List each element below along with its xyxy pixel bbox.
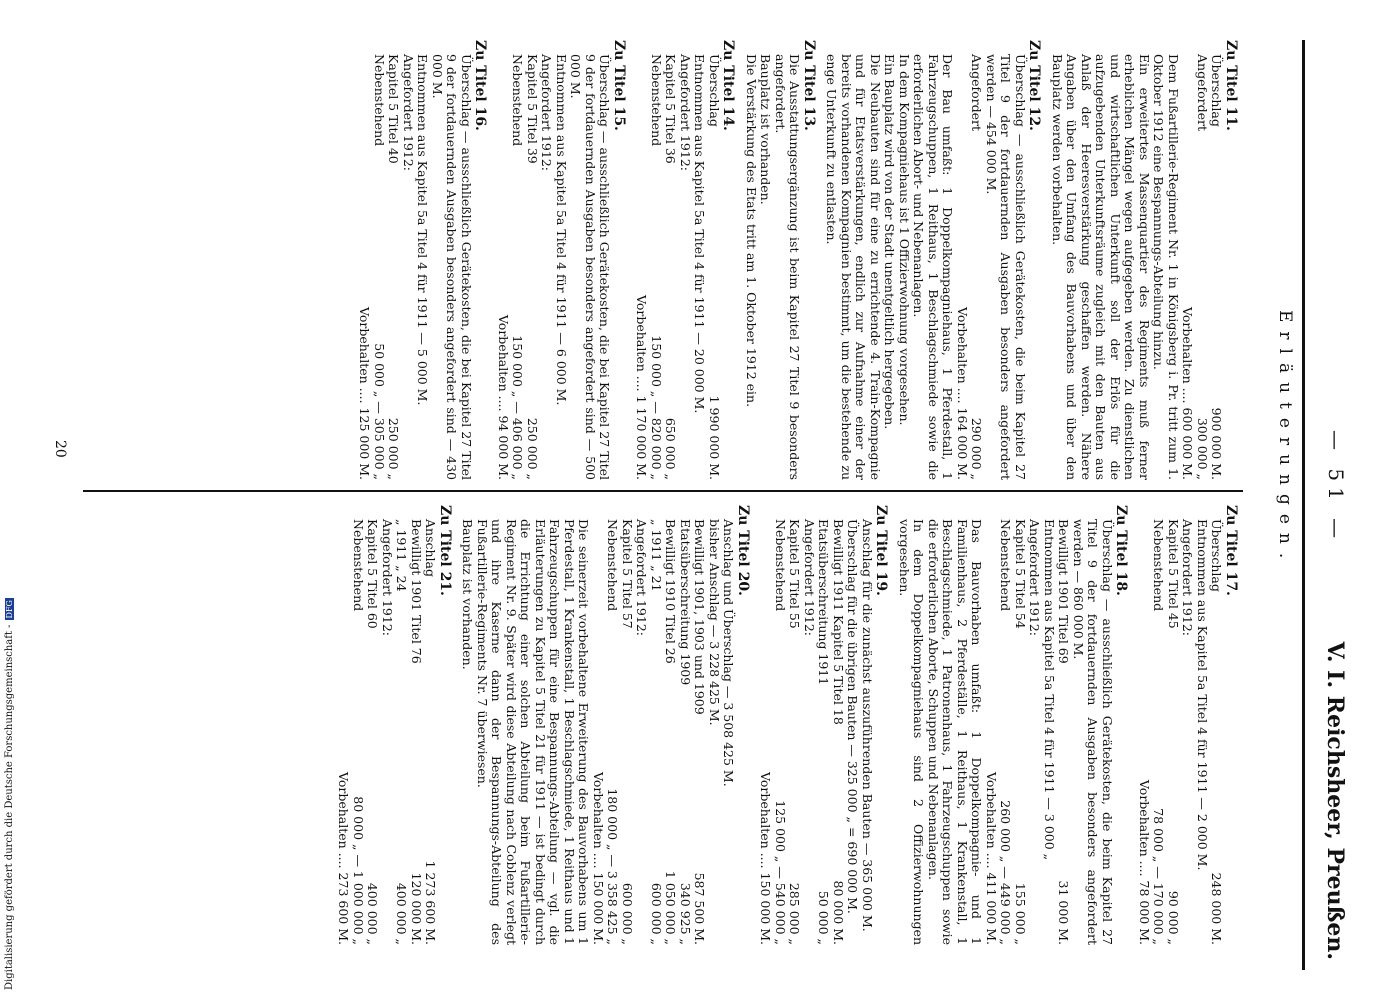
row-value: 650 000 „: [663, 417, 679, 480]
entry-row: [802, 505, 817, 945]
row-label: Nebenstehend: [372, 54, 387, 147]
row-label: Etatsüberschreitung 1911: [816, 519, 832, 686]
row-value: 50 000 „ — 305 000 „: [372, 343, 387, 480]
entry-row: [998, 505, 1013, 945]
entry-row: [663, 40, 678, 480]
right-column: [328, 505, 1238, 945]
entry-row: [510, 40, 525, 480]
budget-entry: [1137, 505, 1239, 945]
budget-entry: [758, 505, 889, 945]
row-label: Bewilligt 1910 Titel 26: [663, 519, 679, 664]
entry-row: [634, 505, 649, 945]
entry-row: [620, 505, 635, 945]
section-title: V. I. Reichsheer, Preußen.: [1322, 641, 1348, 960]
entry-row: [1013, 505, 1028, 945]
entry-heading: Zu Titel 11.: [1223, 40, 1239, 131]
entry-row: [692, 505, 707, 945]
entry-row: [1166, 505, 1181, 945]
row-label: Überschlag: [1209, 519, 1225, 592]
row-label: Angefordert: [1195, 54, 1210, 132]
entry-text: Bauplatz ist vorhanden.: [460, 519, 476, 670]
entry-row: [831, 505, 846, 945]
entry-row: [1195, 40, 1210, 480]
entry-row: [1209, 40, 1224, 480]
row-value: 1 050 000 „: [663, 870, 679, 945]
entry-row: [758, 505, 773, 945]
digitization-note: [4, 598, 15, 990]
budget-entry: [460, 505, 750, 945]
row-value: 80 000 „ — 1 000 000 „: [351, 796, 366, 945]
entry-text: In dem Doppelkompagniehaus sind 2 Offizierwohnungen vorgesehen.: [897, 519, 927, 945]
entry-row: [591, 505, 606, 945]
row-value: 587 500 M.: [692, 872, 708, 945]
entry-text: Überschlag — ausschließlich Gerätekosten, die beim Kapitel 27 Titel 9 der fortdauernden Ausgaben besonders angefordert werden — 860 000 M.: [1071, 519, 1115, 945]
entry-heading: Zu Titel 17.: [1223, 505, 1239, 596]
entry-row: [649, 505, 664, 945]
entry-row: [380, 505, 395, 945]
row-value: Vorbehalten .... 600 000 M.: [1180, 306, 1196, 480]
row-value: 1 273 600 M.: [423, 860, 439, 945]
row-label: Angefordert 1912:: [1027, 519, 1043, 636]
row-label: Angefordert 1912:: [634, 519, 650, 636]
row-label: Überschlag: [707, 54, 722, 127]
entry-text: Ein erweitertes Massenquartier des Regiments muß ferner erheblichen Mängel wegen aufgegeben werden. Zu dienstlichen und wirtschaftlichen Unterkunft soll der Erlös für die aufzugebenden Unterkunftsräume zugleich mit den Bauten aus Anlaß der Heeresverstärkung geschaffen werden. Nähere Angaben über den Umfang des Bauvorhabens und über den Bauplatz werden vorbehalten.: [1050, 54, 1152, 480]
row-value: 78 000 „ — 170 000 „: [1151, 808, 1167, 945]
entry-row: [409, 505, 424, 945]
row-value: Vorbehalten .... 125 000 M.: [357, 306, 373, 480]
entry-row: [1180, 505, 1195, 945]
row-label: Kapitel 5 Titel 36: [663, 54, 679, 164]
entry-text: Entnommen aus Kapitel 5a Titel 4 für 1911 — 3 000 „: [1042, 519, 1057, 861]
header-rule: [1302, 40, 1305, 970]
subheader: Erläuterungen.: [1275, 310, 1295, 568]
row-value: 150 000 „ — 820 000 „: [649, 335, 664, 480]
entry-row: [816, 505, 831, 945]
budget-entry: [336, 505, 452, 945]
entry-row: [365, 505, 380, 945]
row-label: Kapitel 5 Titel 54: [1013, 519, 1028, 629]
column-divider: [83, 490, 1243, 492]
row-label: Bewilligt 1901 Titel 69: [1056, 519, 1072, 664]
entry-text: Überschlag — ausschließlich Gerätekosten, die beim Kapitel 27 Titel 9 der fortdauernden Ausgaben besonders angefordert werden — 454 000 M.: [984, 54, 1028, 480]
row-value: 50 000 „: [816, 890, 832, 945]
row-label: Angefordert 1912:: [539, 54, 555, 171]
entry-text: Der Bau umfaßt: 1 Doppelkompagniehaus, 1 Pferdestall, 1 Fahrzeugschuppen, 1 Reithaus, 1 Beschlagschmiede sowie die erforderlichen Abort- und Nebenanlagen.: [911, 54, 956, 480]
entry-row: [955, 40, 970, 480]
entry-row: [678, 40, 693, 480]
row-label: Bewilligt 1911 Kapitel 5 Titel 18: [831, 519, 846, 725]
row-value: 260 000 „ — 449 000 „: [998, 800, 1014, 945]
row-value: 900 000 M.: [1209, 407, 1225, 480]
row-label: Nebenstehend: [605, 519, 621, 612]
budget-entry: [744, 40, 817, 480]
entry-row: [773, 505, 788, 945]
entry-row: [351, 505, 366, 945]
entry-text: Das Bauvorhaben umfaßt: 1 Doppelkompagnie- und 1 Familienhaus, 2 Pferdeställe, 1 Reithaus, 1 Krankenstall, 1 Beschlagschmiede, 1 Patronenhaus, 1 Fahrzeugschuppen sowie die erforderlichen Aborte, Schuppen und Nebenanlagen.: [926, 519, 985, 945]
entry-text: bisher Anschlag — 3 228 425 M.: [707, 519, 722, 726]
row-value: 155 000 „: [1013, 882, 1028, 945]
entry-row: [394, 505, 409, 945]
row-label: Angefordert 1912:: [401, 54, 416, 171]
entry-heading: Zu Titel 20.: [735, 505, 751, 596]
row-value: 120 000 M.: [409, 872, 424, 945]
entry-row: [372, 40, 387, 480]
entry-text: Entnommen aus Kapitel 5a Titel 4 für 1911 — 20 000 M.: [692, 54, 708, 414]
entry-row: [423, 505, 438, 945]
entry-row: [401, 40, 416, 480]
entry-text: Ein Bauplatz wird von der Stadt unentgeltlich hergegeben.: [882, 54, 898, 430]
row-value: Vorbehalten .... 78 000 M.: [1137, 779, 1152, 945]
row-label: Nebenstehend: [351, 519, 366, 612]
entry-row: [1056, 505, 1071, 945]
page-number: — 51 —: [1324, 430, 1348, 545]
entry-row: [496, 40, 511, 480]
row-label: Kapitel 5 Titel 45: [1166, 519, 1181, 629]
row-label: Bewilligt 1901 Titel 76: [409, 519, 424, 664]
row-value: 125 000 „ — 540 000 „: [773, 800, 788, 945]
row-value: 31 000 M.: [1056, 880, 1072, 945]
row-value: 250 000 „: [525, 417, 540, 480]
entry-heading: Zu Titel 18.: [1113, 505, 1130, 596]
footer-page-number: 20: [52, 440, 68, 458]
entry-text: Entnommen aus Kapitel 5a Titel 4 für 1911 — 6 000 M.: [554, 54, 569, 406]
entry-row: [1137, 505, 1152, 945]
row-label: Angefordert 1912:: [380, 519, 395, 636]
row-label: Kapitel 5 Titel 55: [787, 519, 803, 629]
entry-row: [1151, 505, 1166, 945]
entry-text: Die Ausstattungsergänzung ist beim Kapitel 27 Titel 9 besonders angefordert.: [773, 54, 803, 480]
entry-row: [707, 40, 722, 480]
entry-text: Überschlag — ausschließlich Gerätekosten, die bei Kapitel 27 Titel 9 der fortdauernden Ausgaben besonders angefordert sind — 500 000 M.: [568, 54, 613, 480]
row-value: Vorbehalten .... 411 000 M.: [984, 771, 999, 945]
entry-text: Die Verstärkung des Etats tritt am 1. Oktober 1912 ein.: [744, 54, 759, 408]
row-label: Nebenstehend: [1151, 519, 1167, 612]
row-value: 290 000 „: [969, 417, 985, 480]
row-label: Kapitel 5 Titel 40: [386, 54, 402, 164]
row-label: Überschlag: [1209, 54, 1225, 127]
entry-text: Entnommen aus Kapitel 5a Titel 4 für 1911 — 5 000 M.: [415, 54, 431, 406]
page-header: [1308, 0, 1348, 990]
entry-row: [787, 505, 802, 945]
entry-row: [678, 505, 693, 945]
row-value: 90 000 „: [1166, 890, 1181, 945]
row-value: 340 925 „: [678, 882, 693, 945]
entry-row: [386, 40, 401, 480]
entry-heading: Zu Titel 15.: [611, 40, 627, 131]
row-label: Nebenstehend: [998, 519, 1014, 612]
row-value: 285 000 „: [787, 882, 803, 945]
entry-heading: Zu Titel 19.: [873, 505, 890, 596]
row-label: Nebenstehend: [649, 54, 664, 147]
entry-heading: Zu Titel 14.: [720, 40, 737, 131]
entry-text: Überschlag für die übrigen Bauten — 325 000 „ = 690 000 M.: [845, 519, 861, 914]
digitization-text: Digitalisierung gefördert durch die Deutsche Forschungsgemeinschaft -: [4, 624, 15, 990]
row-value: 150 000 „ — 406 000 „: [510, 335, 526, 480]
row-value: 600 000 „: [620, 882, 635, 945]
row-label: Kapitel 5 Titel 39: [525, 54, 540, 164]
row-label: Bewilligt 1901, 1903 und 1909: [692, 519, 708, 715]
budget-entry: [824, 40, 1042, 480]
row-value: 400 000 „: [365, 882, 381, 945]
row-label: Kapitel 5 Titel 57: [620, 519, 635, 629]
row-label: „ 1911 „ 21: [649, 519, 664, 592]
row-value: Vorbehalten .... 150 000 M.: [591, 771, 606, 945]
entry-row: [649, 40, 664, 480]
entry-row: [1209, 505, 1224, 945]
entry-text: Die seinerzeit vorbehaltene Erweiterung des Bauvorhabens um 1 Pferdestall, 1 Krankenstall, 1 Beschlagschmiede, 1 Reithaus und 1 Fahrzeugschuppen für eine Bespannungs-Abteilung — vgl. die Erläuterungen zu Kapitel 5 Titel 21 für 1911 — ist bedingt durch die Errichtung einer solchen Abteilung beim Fußartillerie-Regiment Nr. 9. Später wird diese Abteilung nach Coblenz verlegt und ihre Kaserne dann der Bespannungs-Abteilung des Fußartillerie-Regiments Nr. 7 überwiesen.: [475, 519, 592, 945]
entry-text: Die Neubauten sind für eine zu errichtende 4. Train-Kompagnie und für Etatsverstärkungen, endlich zur Aufnahme einer der bereits vorhandenen Kompagnien bestimmt, um die bestehende zu enge Unterkunft zu entlasten.: [824, 54, 883, 480]
entry-row: [969, 40, 984, 480]
row-value: 250 000 „: [386, 417, 402, 480]
budget-entry: [897, 505, 1129, 945]
entry-text: Bauplatz ist vorhanden.: [758, 54, 774, 205]
row-value: 248 000 M.: [1209, 872, 1225, 945]
row-label: Etatsüberschreitung 1909: [678, 519, 693, 686]
entry-row: [525, 40, 540, 480]
entry-row: [1027, 505, 1042, 945]
row-label: Nebenstehend: [773, 519, 788, 612]
entry-row: [1180, 40, 1195, 480]
entry-heading: Zu Titel 21.: [437, 505, 453, 596]
row-value: Vorbehalten .... 1 170 000 M.: [634, 295, 650, 480]
row-value: 300 000 „: [1195, 417, 1210, 480]
row-value: 180 000 „ — 3 358 425 „: [605, 788, 621, 945]
entry-heading: Zu Titel 12.: [1026, 40, 1043, 131]
row-value: 600 000 „: [649, 882, 664, 945]
row-label: Angefordert 1912:: [1180, 519, 1196, 636]
entry-row: [539, 40, 554, 480]
dfg-logo: DFG: [5, 600, 14, 619]
row-value: 400 000 „: [394, 882, 410, 945]
entry-text: Anschlag für die zunächst auszuführenden Bauten — 365 000 M.: [860, 519, 875, 932]
budget-entry: [357, 40, 488, 480]
entry-row: [357, 40, 372, 480]
entry-text: Dem Fußartillerie-Regiment Nr. 1 in Königsberg i. Pr. tritt zum 1. Oktober 1912 eine Bespannungs-Abteilung hinzu.: [1151, 54, 1181, 480]
row-label: Anschlag: [423, 519, 439, 577]
row-label: Angefordert 1912:: [802, 519, 817, 636]
entry-heading: Zu Titel 13.: [801, 40, 817, 131]
row-value: 1 990 000 M.: [707, 395, 722, 480]
row-label: „ 1911 „ 24: [394, 519, 410, 592]
row-label: Angefordert 1912:: [678, 54, 693, 171]
entry-row: [605, 505, 620, 945]
row-value: Vorbehalten .... 94 000 M.: [496, 314, 511, 480]
row-value: Vorbehalten .... 164 000 M.: [955, 306, 970, 480]
row-label: Nebenstehend: [510, 54, 526, 147]
entry-row: [984, 505, 999, 945]
left-column: [349, 40, 1238, 480]
row-label: Angefordert: [969, 54, 985, 132]
entry-row: [634, 40, 649, 480]
budget-entry: [496, 40, 627, 480]
budget-entry: [634, 40, 736, 480]
entry-row: [336, 505, 351, 945]
row-value: Vorbehalten .... 273 600 M.: [336, 771, 352, 945]
entry-row: [663, 505, 678, 945]
budget-entry: [1050, 40, 1239, 480]
row-value: Vorbehalten .... 150 000 M.: [758, 771, 774, 945]
entry-text: Überschlag — ausschließlich Gerätekosten, die bei Kapitel 27 Titel 9 der fortdauernden Ausgaben besonders angefordert sind — 430 000 M.: [430, 54, 474, 480]
entry-text: Anschlag und Überschlag — 3 508 425 M.: [721, 519, 737, 787]
row-label: Kapitel 5 Titel 60: [365, 519, 381, 629]
entry-text: Entnommen aus Kapitel 5a Titel 4 für 1911 — 2 000 M.: [1195, 519, 1210, 871]
row-value: 80 000 M.: [831, 880, 846, 945]
entry-text: In dem Kompagniehaus ist 1 Offizierwohnung vorgesehen.: [897, 54, 912, 426]
entry-heading: Zu Titel 16.: [472, 40, 489, 131]
